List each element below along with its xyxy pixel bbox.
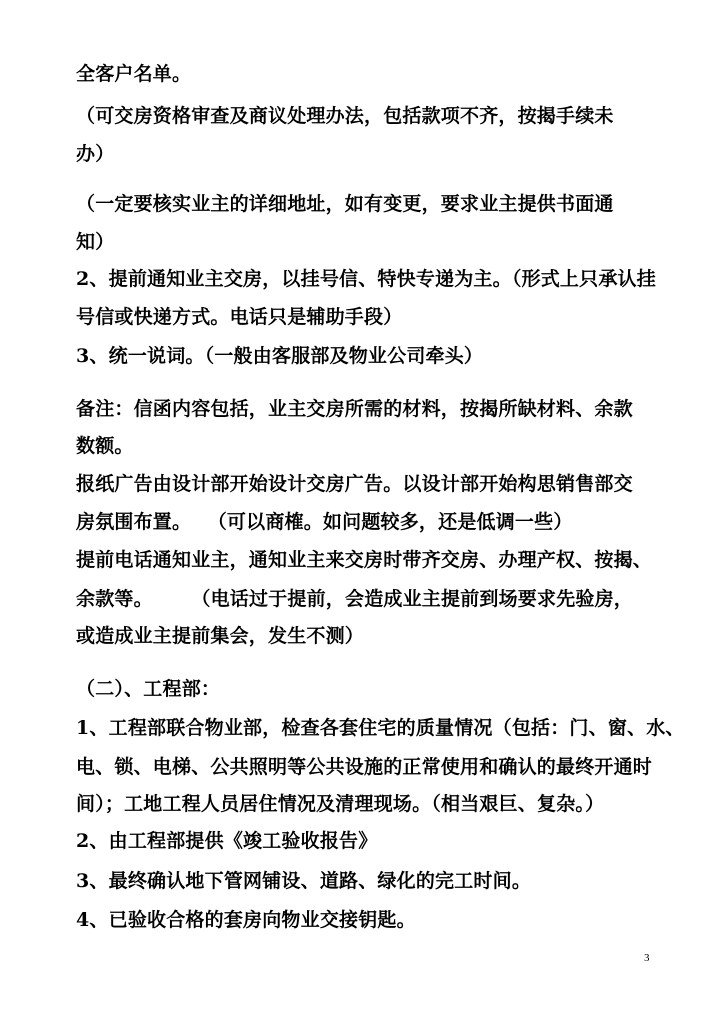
text-line-9: 备注：信函内容包括，业主交房所需的材料，按揭所缺材料、余款: [76, 398, 633, 420]
text-line-2: （可交房资格审查及商议处理办法，包括款项不齐，按揭手续未: [76, 105, 614, 127]
text-line-8: 3、统一说词。（一般由客服部及物业公司牵头）: [76, 345, 484, 367]
page-number: 3: [644, 952, 650, 964]
text-line-12: 房氛围布置。 （可以商榷。如问题较多，还是低调一些）: [76, 511, 573, 533]
text-line-17: 1、工程部联合物业部，检查各套住宅的质量情况（包括：门、窗、水、: [76, 717, 685, 739]
text-line-6: 2、提前通知业主交房，以挂号信、特快专递为主。（形式上只承认挂: [76, 268, 656, 290]
text-line-11: 报纸广告由设计部开始设计交房广告。以设计部开始构思销售部交: [76, 473, 633, 495]
text-line-18: 电、锁、电梯、公共照明等公共设施的正常使用和确认的最终开通时: [76, 756, 653, 778]
text-line-19: 间）；工地工程人员居住情况及清理现场。（相当艰巨、复杂。）: [76, 793, 605, 815]
text-line-10: 数额。: [76, 435, 134, 457]
text-line-5: 知）: [76, 231, 115, 253]
text-line-21: 3、最终确认地下管网铺设、道路、绿化的完工时间。: [76, 870, 532, 892]
text-line-7: 号信或快递方式。电话只是辅助手段）: [76, 306, 403, 328]
section-heading: （二）、工程部：: [76, 678, 221, 700]
text-line-20: 2、由工程部提供《竣工验收报告》: [76, 830, 378, 852]
text-line-4: （一定要核实业主的详细地址，如有变更，要求业主提供书面通: [76, 193, 614, 215]
text-line-1: 全客户名单。: [76, 63, 192, 85]
text-line-22: 4、已验收合格的套房向物业交接钥匙。: [76, 909, 416, 931]
text-line-15: 或造成业主提前集会，发生不测）: [76, 625, 365, 647]
text-line-13: 提前电话通知业主，通知业主来交房时带齐交房、办理产权、按揭、: [76, 549, 653, 571]
text-line-3: 办）: [76, 143, 115, 165]
text-line-14: 余款等。 （电话过于提前，会造成业主提前到场要求先验房，: [76, 588, 634, 610]
